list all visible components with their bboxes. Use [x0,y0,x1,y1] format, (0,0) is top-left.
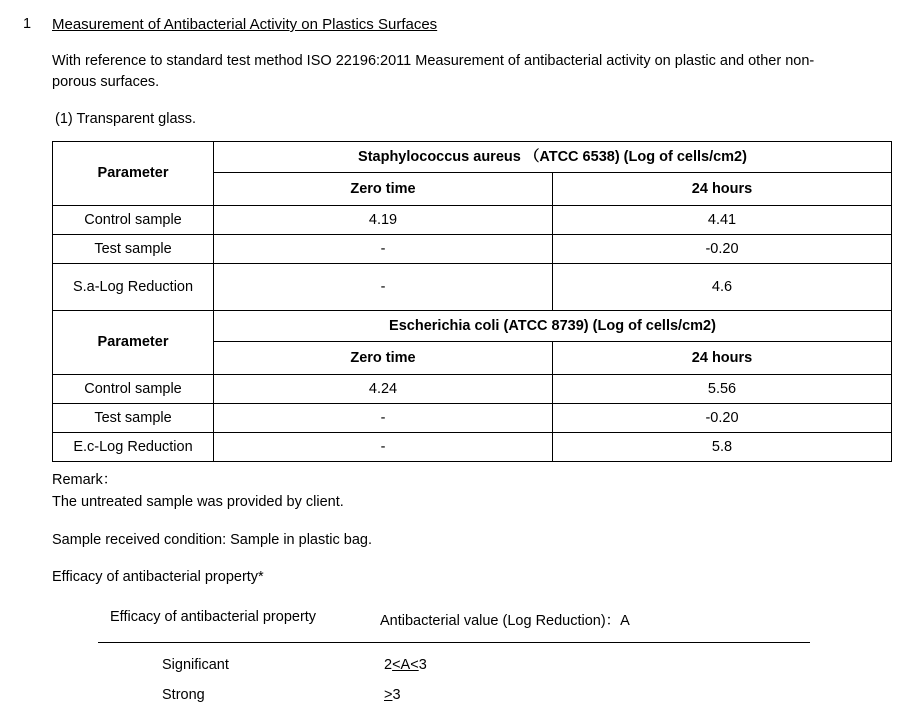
column-header-zero-time-2: Zero time [214,342,553,375]
efficacy-label-significant: Significant [162,657,229,674]
cell-zero-time: 4.19 [214,206,553,235]
efficacy-value-significant-text: 2 [384,657,393,674]
row-label: Control sample [53,206,214,235]
efficacy-row-significant [52,643,842,673]
organism-header-2: Escherichia coli (ATCC 8739) (Log of cells/cm2) [214,311,892,342]
table-row [53,404,892,433]
row-label: Test sample [53,235,214,264]
reference-paragraph: With reference to standard test method ISO 22196:2011 Measurement of antibacterial activity on plastic and other non-porous surfaces. [52,53,815,91]
table-row [53,375,892,404]
efficacy-header-row [52,609,842,642]
intro-block [52,51,902,127]
remark-title: Remark： [52,472,118,489]
cell-24-hours: -0.20 [553,404,892,433]
efficacy-value-significant-op1: <A< [392,657,419,674]
table-row [53,311,892,342]
section-heading [20,16,902,33]
column-header-zero-time-1: Zero time [214,173,553,206]
row-label: Test sample [53,404,214,433]
table-row [53,142,892,173]
efficacy-row-strong [52,673,842,703]
cell-24-hours: 5.56 [553,375,892,404]
parameter-header-2: Parameter [53,311,214,375]
remark-line-3: Efficacy of antibacterial property* [52,569,264,586]
column-header-24-hours-2: 24 hours [553,342,892,375]
results-table [52,141,892,462]
table-row [53,235,892,264]
efficacy-value-strong-op: > [384,687,393,704]
row-label: E.c-Log Reduction [53,433,214,462]
remark-line-2: Sample received condition: Sample in plastic bag. [52,531,372,548]
organism-header-1: Staphylococcus aureus （ATCC 6538) (Log of cells/cm2) [214,142,892,173]
remarks-block [52,470,902,589]
efficacy-value-strong-suffix: 3 [392,687,401,704]
parameter-header-1: Parameter [53,142,214,206]
row-label: Control sample [53,375,214,404]
efficacy-value-significant [332,657,842,673]
results-table-container [52,141,892,462]
row-label: S.a-Log Reduction [53,264,214,311]
cell-24-hours: -0.20 [553,235,892,264]
table-row [53,206,892,235]
sample-subitem: (1) Transparent glass. [55,111,197,128]
remark-line-1: The untreated sample was provided by client. [52,493,344,510]
efficacy-label-strong: Strong [162,687,205,704]
efficacy-header-right: Antibacterial value (Log Reduction)：A [380,613,630,630]
cell-24-hours: 4.41 [553,206,892,235]
cell-24-hours: 4.6 [553,264,892,311]
efficacy-table [52,609,842,703]
section-number: 1 [23,16,32,32]
efficacy-header-left: Efficacy of antibacterial property [110,609,317,626]
cell-zero-time: 4.24 [214,375,553,404]
cell-zero-time: - [214,264,553,311]
efficacy-value-significant-suffix: 3 [418,657,427,674]
page-title: Measurement of Antibacterial Activity on Plastics Surfaces [52,16,438,33]
cell-zero-time: - [214,433,553,462]
column-header-24-hours-1: 24 hours [553,173,892,206]
cell-24-hours: 5.8 [553,433,892,462]
cell-zero-time: - [214,404,553,433]
table-row [53,264,892,311]
efficacy-value-strong [332,687,842,703]
cell-zero-time: - [214,235,553,264]
table-row [53,433,892,462]
